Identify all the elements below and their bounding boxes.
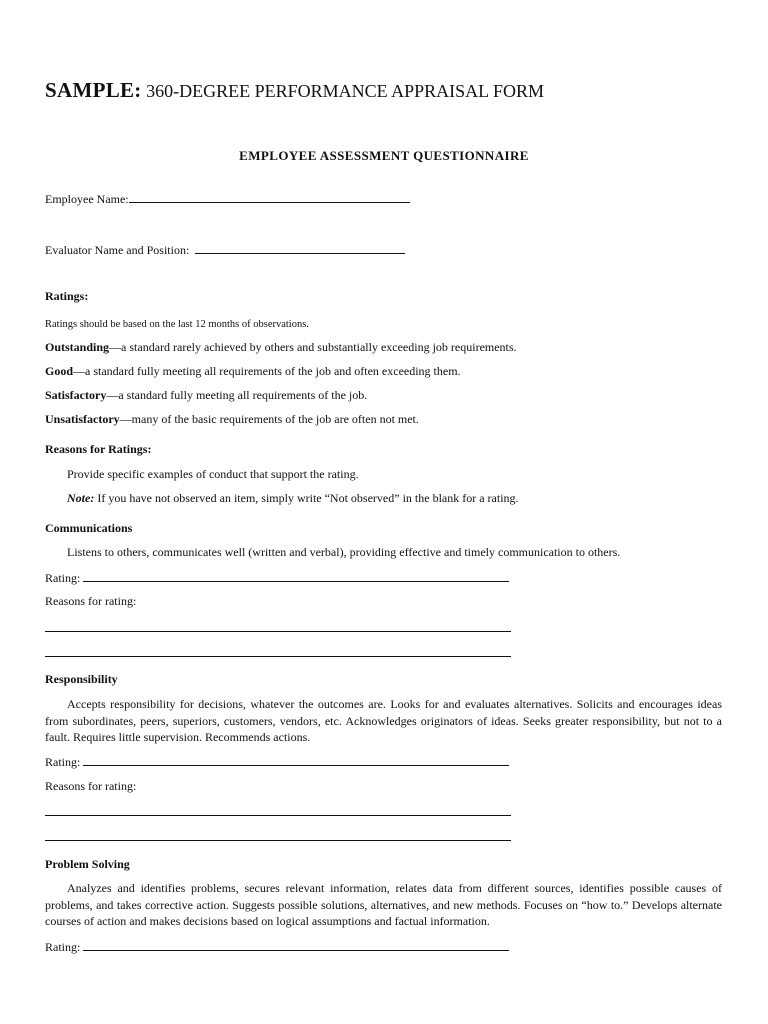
rating-label: Rating: — [45, 940, 81, 954]
reasons-line[interactable] — [45, 840, 511, 841]
rating-desc: —a standard rarely achieved by others and substantially exceeding job requirements. — [109, 340, 517, 354]
section-title-responsibility: Responsibility — [45, 672, 118, 686]
rating-field[interactable] — [83, 938, 509, 951]
section-description: Analyzes and identifies problems, secures relevant information, relates data from different sources, identifies possible causes of problems, and takes corrective action. Suggests possible solutions, alternatives, and new methods. Focuses on “how to.” Develops alternate courses of action and makes decisions based on logical assumptions and factual information. — [45, 881, 722, 928]
reasons-line[interactable] — [45, 815, 511, 816]
reasons-note — [67, 490, 519, 506]
rating-label: Rating: — [45, 571, 81, 585]
rating-term: Good — [45, 364, 74, 378]
rating-desc: —a standard fully meeting all requirements of the job and often exceeding them. — [73, 364, 461, 378]
reasons-instruction: Provide specific examples of conduct that support the rating. — [67, 467, 359, 481]
document-title — [45, 77, 544, 104]
ratings-intro: Ratings should be based on the last 12 months of observations. — [45, 319, 309, 330]
sample-label: SAMPLE: — [45, 78, 142, 102]
reasons-line[interactable] — [45, 631, 511, 632]
rating-desc: —a standard fully meeting all requirements of the job. — [106, 388, 368, 402]
section-description: Accepts responsibility for decisions, whatever the outcomes are. Looks for and evaluates alternatives. Solicits and encourages ideas from subordinates, peers, superiors, customers, vendors, etc. Acknowledges originators of ideas. Seeks greater responsibility, but not to a fault. Requires little supervision. Recommends actions. — [45, 697, 722, 744]
rating-field[interactable] — [83, 569, 509, 582]
rating-field[interactable] — [83, 753, 509, 766]
evaluator-label: Evaluator Name and Position: — [45, 243, 190, 257]
note-text: If you have not observed an item, simply write “Not observed” in the blank for a rating. — [94, 491, 519, 505]
rating-desc: —many of the basic requirements of the job are often not met. — [119, 412, 419, 426]
form-title: 360-DEGREE PERFORMANCE APPRAISAL FORM — [146, 81, 545, 101]
form-subtitle: EMPLOYEE ASSESSMENT QUESTIONNAIRE — [239, 148, 529, 163]
rating-level-outstanding — [45, 339, 517, 355]
section-title-problem-solving: Problem Solving — [45, 857, 130, 871]
reasons-for-rating-label: Reasons for rating: — [45, 779, 137, 793]
employee-name-label: Employee Name: — [45, 192, 129, 206]
employee-name-row — [45, 190, 410, 207]
section-description: Listens to others, communicates well (written and verbal), providing effective and timely communication to others. — [67, 545, 621, 559]
rating-term: Unsatisfactory — [45, 412, 120, 426]
rating-term: Satisfactory — [45, 388, 107, 402]
rating-label: Rating: — [45, 755, 81, 769]
rating-term: Outstanding — [45, 340, 110, 354]
evaluator-field[interactable] — [195, 241, 405, 254]
reasons-for-rating-label: Reasons for rating: — [45, 594, 137, 608]
rating-level-satisfactory — [45, 387, 367, 403]
reasons-line[interactable] — [45, 656, 511, 657]
employee-name-field[interactable] — [129, 190, 410, 203]
rating-level-unsatisfactory — [45, 411, 419, 427]
rating-level-good — [45, 363, 461, 379]
evaluator-row — [45, 241, 405, 258]
reasons-heading: Reasons for Ratings: — [45, 442, 152, 456]
section-title-communications: Communications — [45, 521, 133, 535]
note-label: Note: — [67, 491, 95, 505]
ratings-heading: Ratings: — [45, 289, 89, 303]
rating-row — [45, 938, 509, 955]
rating-row — [45, 753, 509, 770]
rating-row — [45, 569, 509, 586]
